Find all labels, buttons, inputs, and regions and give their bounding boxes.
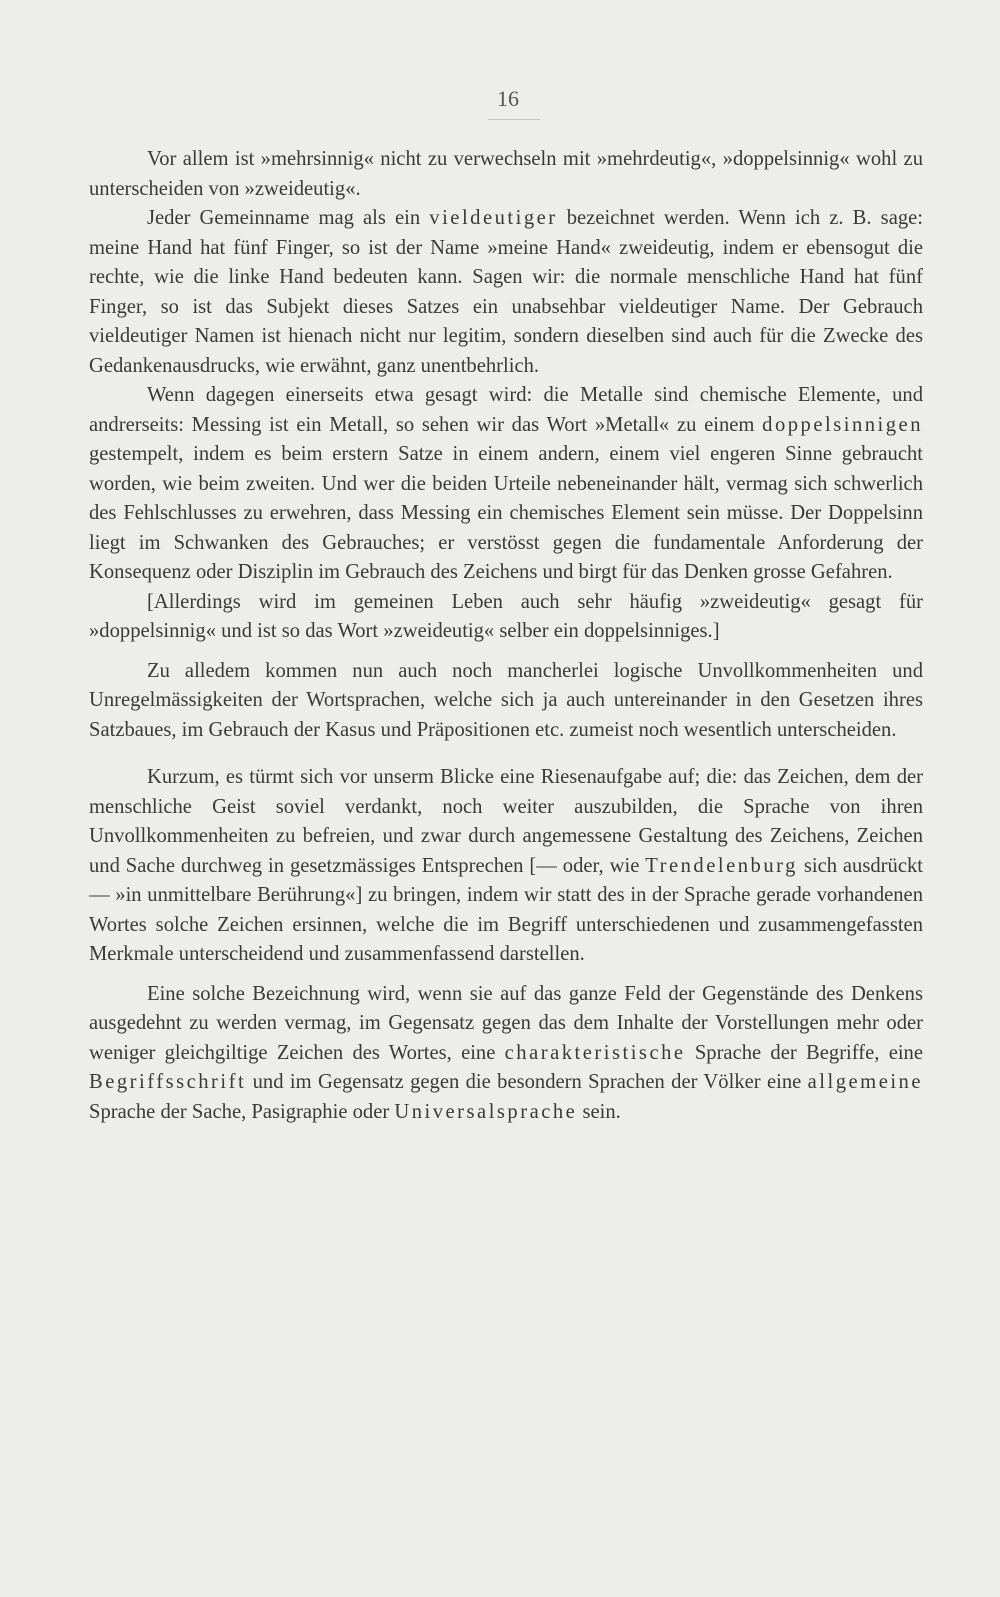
text-run: Kurzum, es türmt sich vor unserm Blicke eine Riesenaufgabe auf; die: das Zeichen, dem der menschliche Geist soviel verdankt, noch weiter auszubilden, die Sprache von ihren Unvollkommenheiten zu befreien, und zwar durch angemessene Gestaltung des Zeichens, Zeichen und Sache durchweg in gesetzmässiges Entsprechen [— oder, wie xyxy=(89,766,923,877)
text-run: gestempelt, indem es beim erstern Satze in einem andern, einem viel engeren Sinne gebraucht worden, wie beim zweiten. Und wer die beiden Urteile nebeneinander hält, vermag sich schwerlich des Fehlschlusses zu erwehren, dass Messing ein chemisches Element sein müsse. Der Doppelsinn liegt im Schwanken des Gebrauches; er verstösst gegen die fundamentale Anforderung der Konsequenz oder Disziplin im Gebrauch des Zeichens und birgt für das Denken grosse Gefahren. xyxy=(89,443,923,583)
text-run: Sprache der Begriffe, eine xyxy=(685,1041,923,1064)
text-run: Wenn dagegen einerseits etwa gesagt wird: die Metalle sind chemische Elemente, und andrerseits: Messing ist ein Metall, so sehen wir das Wort »Metall« zu einem xyxy=(89,384,923,436)
text-run: Eine solche Bezeichnung wird, wenn sie auf das ganze Feld der Gegenstände des Denkens ausgedehnt zu werden vermag, im Gegensatz gegen das dem Inhalte der Vorstellungen mehr oder weniger gleichgiltige Zeichen des Wortes, eine xyxy=(89,982,923,1064)
text-run: bezeichnet werden. Wenn ich z. B. sage: meine Hand hat fünf Finger, so ist der Name »meine Hand« zweideutig, indem er ebensogut die rechte, wie die linke Hand bedeuten kann. Sagen wir: die normale menschliche Hand hat fünf Finger, so ist das Subjekt dieses Satzes ein unabsehbar vieldeutiger Name. Der Gebrauch vieldeutiger Namen ist hienach nicht nur legitim, sondern dieselben sind auch für die Zwecke des Gedankenausdrucks, wie erwähnt, ganz unentbehrlich. xyxy=(89,207,923,377)
text-run: sein. xyxy=(577,1100,621,1123)
paragraph xyxy=(89,980,923,1128)
emphasized-text: doppelsinnigen xyxy=(762,413,923,436)
header-rule xyxy=(488,119,540,120)
paragraph xyxy=(89,657,923,746)
text-run: [Allerdings wird im gemeinen Leben auch sehr häufig »zweideutig« gesagt für »doppelsinnig« und ist so das Wort »zweideutig« selber ein doppelsinniges.] xyxy=(89,590,923,642)
emphasized-text: allgemeine xyxy=(807,1071,923,1093)
page-number: 16 xyxy=(497,86,519,111)
text-run: Zu alledem kommen nun auch noch mancherlei logische Unvollkommenheiten und Unregelmässigkeiten der Wortsprachen, welche sich ja auch untereinander in den Gesetzen ihres Satzbaues, im Gebrauch der Kasus und Präpositionen etc. zumeist noch wesentlich unterscheiden. xyxy=(89,659,923,741)
text-run: und im Gegensatz gegen die besondern Sprachen der Völker eine xyxy=(246,1071,808,1093)
text-run: Vor allem ist »mehrsinnig« nicht zu verwechseln mit »mehrdeutig«, »doppelsinnig« wohl zu unterscheiden von »zweideutig«. xyxy=(89,148,923,200)
paragraph xyxy=(89,381,923,588)
paragraph xyxy=(89,763,923,970)
emphasized-text: Universalsprache xyxy=(394,1100,578,1123)
text-run: Jeder Gemeinname mag als ein xyxy=(147,207,430,229)
paragraph xyxy=(89,145,923,204)
paragraph xyxy=(89,204,923,381)
paragraph xyxy=(89,588,923,647)
emphasized-text: charakteristische xyxy=(504,1041,686,1064)
emphasized-text: Begriffsschrift xyxy=(89,1071,247,1093)
body-text xyxy=(89,145,923,1127)
emphasized-text: Trendelenburg xyxy=(645,854,798,877)
text-run: Sprache der Sache, Pasigraphie oder xyxy=(89,1100,395,1123)
emphasized-text: vieldeutiger xyxy=(429,207,558,229)
text-run: sich ausdrückt — »in unmittelbare Berührung«] zu bringen, indem wir statt des in der Sprache gerade vorhandenen Wortes solche Zeichen ersinnen, welche die im Begriff unterschiedenen und zusammengefassten Merkmale unterscheidend und zusammenfassend darstellen. xyxy=(89,854,923,965)
